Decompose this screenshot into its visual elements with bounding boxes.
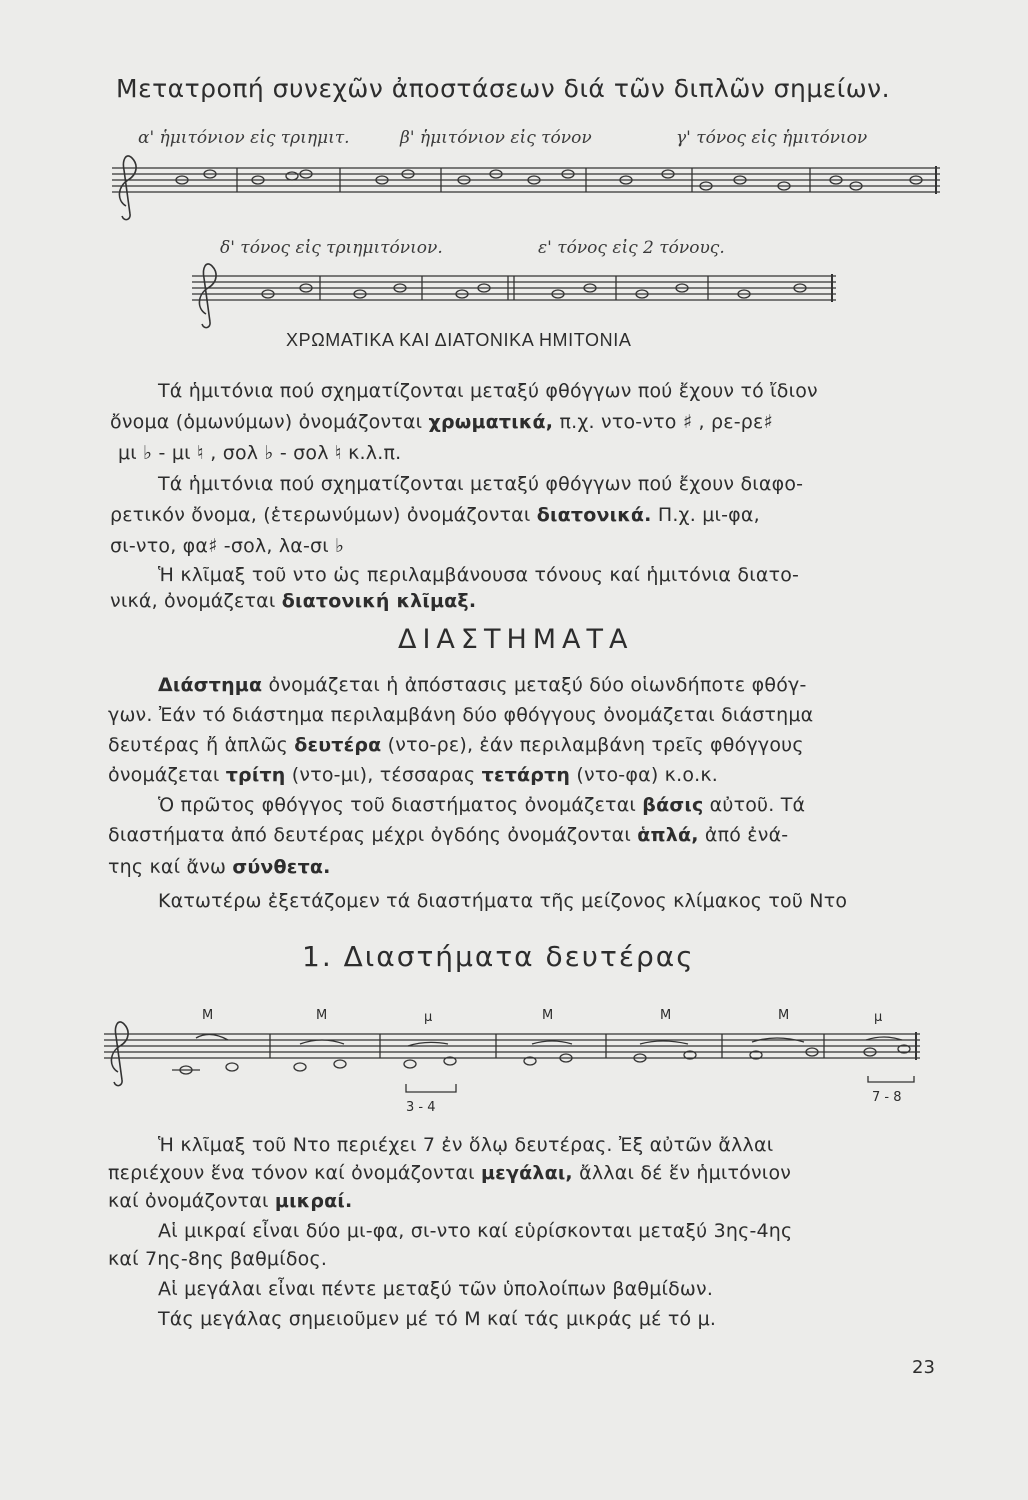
staff1-label-a: α' ἡμιτόνιον εἰς τριημιτ. (138, 128, 350, 148)
staff1-label-b: β' ἡμιτόνιον εἰς τόνον (400, 128, 592, 148)
text-line: Κατωτέρω ἐξετάζομεν τά διαστήματα τῆς μείζονος κλίμακος τοῦ Ντο (158, 890, 848, 912)
text-line: Ἡ κλῖμαξ τοῦ ντο ὡς περιλαμβάνουσα τόνους καί ἡμιτόνια διατο- (158, 564, 800, 586)
text-line: καί 7ης-8ης βαθμίδος. (108, 1248, 328, 1270)
text-line: γων. Ἐάν τό διάστημα περιλαμβάνη δύο φθόγγους ὀνομάζεται διάστημα (108, 704, 814, 726)
text-line: Διάστημα ὀνομάζεται ἡ ἀπόστασις μεταξύ δύο οἱωνδήποτε φθόγ- (158, 674, 807, 696)
interval-mark: Μ (202, 1008, 214, 1023)
text-line: Τά ἡμιτόνια πού σχηματίζονται μεταξύ φθόγγων πού ἔχουν διαφο- (158, 473, 804, 495)
text-line: ὄνομα (ὁμωνύμων) ὀνομάζονται χρωματικά, π.χ. ντο-ντο ♯ , ρε-ρε♯ (110, 411, 773, 433)
text-line: Ἡ κλῖμαξ τοῦ Ντο περιέχει 7 ἐν ὅλῳ δευτέρας. Ἐξ αὐτῶν ἄλλαι (158, 1134, 774, 1156)
section-heading-semitones: ΧΡΩΜΑΤΙΚΑ ΚΑΙ ΔΙΑΤΟΝΙΚΑ ΗΜΙΤΟΝΙΑ (286, 330, 632, 350)
text-line: Τάς μεγάλας σημειοῦμεν μέ τό Μ καί τάς μικράς μέ τό μ. (158, 1308, 717, 1330)
text-line: σι-ντο, φα♯ -σολ, λα-σι ♭ (110, 535, 345, 557)
page-title: Μετατροπή συνεχῶν ἀποστάσεων διά τῶν διπλῶν σημείων. (116, 74, 891, 103)
text-line: Αἱ μεγάλαι εἶναι πέντε μεταξύ τῶν ὑπολοίπων βαθμίδων. (158, 1278, 714, 1300)
text-line: διαστήματα ἀπό δευτέρας μέχρι ὀγδόης ὀνομάζονται ἁπλά, ἀπό ἐνά- (108, 824, 789, 846)
text-line: περιέχουν ἕνα τόνον καί ὀνομάζονται μεγάλαι, ἄλλαι δέ ἕν ἡμιτόνιον (108, 1162, 792, 1184)
text-line: Τά ἡμιτόνια πού σχηματίζονται μεταξύ φθόγγων πού ἔχουν τό ἴδιον (158, 380, 818, 402)
staff2-label-e: ε' τόνος εἰς 2 τόνους. (538, 238, 725, 258)
staff2-label-d: δ' τόνος εἰς τριημιτόνιον. (220, 238, 443, 258)
text-line: Αἱ μικραί εἶναι δύο μι-φα, σι-ντο καί εὑρίσκονται μεταξύ 3ης-4ης (158, 1220, 793, 1242)
interval-mark: Μ (316, 1008, 328, 1023)
staff-2 (192, 264, 836, 328)
interval-mark: Μ (660, 1008, 672, 1023)
bracket-label: 7 - 8 (872, 1090, 902, 1105)
staff-3 (104, 1022, 920, 1092)
staff1-label-c: γ' τόνος εἰς ἡμιτόνιον (676, 128, 868, 148)
text-line: Ὁ πρῶτος φθόγγος τοῦ διαστήματος ὀνομάζεται βάσις αὐτοῦ. Τά (158, 794, 806, 816)
text-line: καί ὀνομάζονται μικραί. (108, 1190, 353, 1212)
interval-mark: μ (874, 1010, 883, 1025)
text-line: της καί ἄνω σύνθετα. (108, 856, 331, 878)
text-line: δευτέρας ἤ ἁπλῶς δευτέρα (ντο-ρε), ἐάν περιλαμβάνη τρεῖς φθόγγους (108, 734, 804, 756)
text-line: ρετικόν ὄνομα, (ἑτερωνύμων) ὀνομάζονται διατονικά. Π.χ. μι-φα, (110, 504, 760, 526)
section-heading-seconds: 1. Διαστήματα δευτέρας (302, 940, 695, 973)
staff-1 (112, 156, 940, 220)
page-number: 23 (912, 1357, 935, 1378)
text-line: μι ♭ - μι ♮ , σολ ♭ - σολ ♮ κ.λ.π. (118, 442, 402, 464)
interval-mark: Μ (542, 1008, 554, 1023)
text-line: νικά, ὀνομάζεται διατονική κλῖμαξ. (110, 590, 477, 612)
interval-mark: μ (424, 1010, 433, 1025)
text-line: ὀνομάζεται τρίτη (ντο-μι), τέσσαρας τετάρτη (ντο-φα) κ.ο.κ. (108, 764, 719, 786)
bracket-label: 3 - 4 (406, 1100, 436, 1115)
interval-mark: Μ (778, 1008, 790, 1023)
section-heading-intervals: ΔΙΑΣΤΗΜΑΤΑ (398, 624, 634, 655)
